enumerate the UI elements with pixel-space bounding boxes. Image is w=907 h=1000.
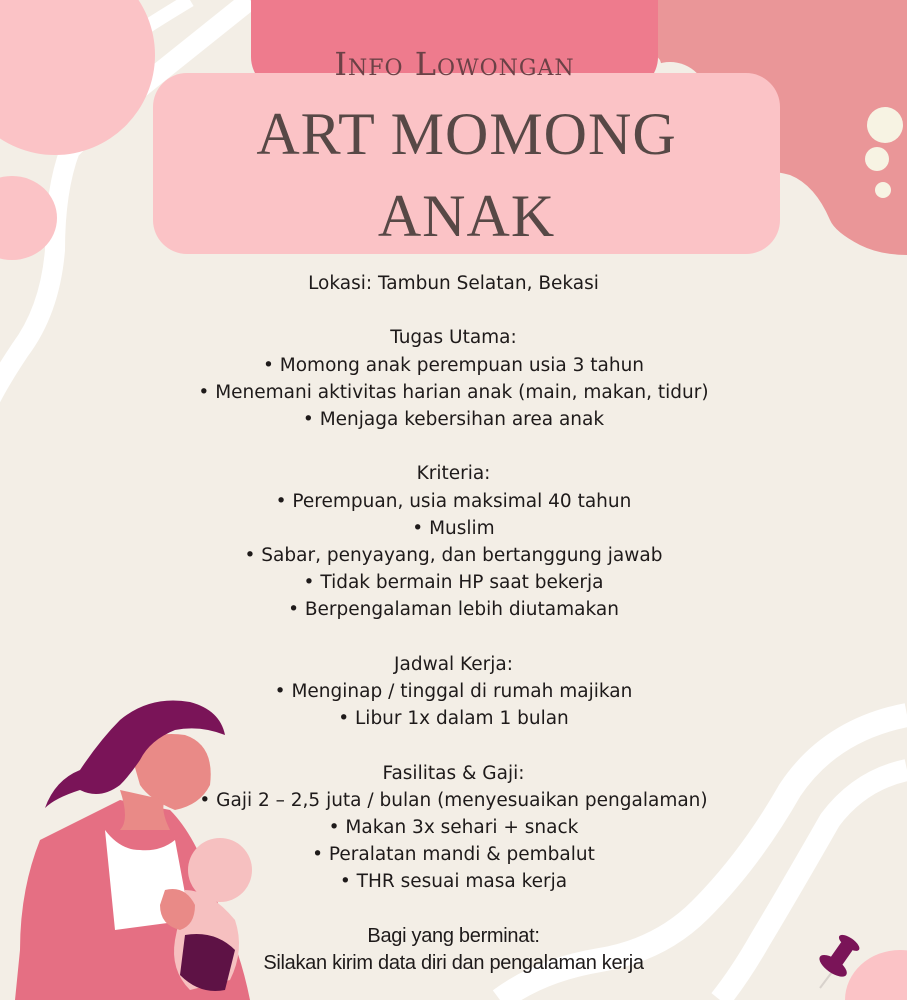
list-item: • Muslim [412, 517, 495, 539]
location-text: Lokasi: Tambun Selatan, Bekasi [308, 273, 599, 294]
list-item: • Momong anak perempuan usia 3 tahun [262, 354, 645, 376]
list-item: • Berpengalaman lebih diutamakan [288, 599, 619, 621]
list-item: • Menginap / tinggal di rumah majikan [274, 681, 633, 702]
list-item: • Menjaga kebersihan area anak [302, 409, 605, 430]
section-heading: Jadwal Kerja: [394, 653, 513, 675]
title-line-1: ART MOMONG [256, 101, 677, 167]
section-heading: Fasilitas & Gaji: [382, 762, 525, 784]
section-heading: Kriteria: [416, 463, 491, 485]
closing-heading: Bagi yang berminat: [367, 924, 540, 947]
job-details [0, 270, 907, 977]
list-item: • Tidak bermain HP saat bekerja [303, 572, 604, 594]
section-tugas-utama [0, 324, 907, 433]
list-item: • Libur 1x dalam 1 bulan [338, 708, 569, 730]
list-item: • Peralatan mandi & pembalut [312, 844, 595, 866]
title-banner [153, 73, 780, 254]
section-jadwal-kerja [0, 651, 907, 733]
closing-text: Silakan kirim data diri dan pengalaman kerja [263, 952, 644, 974]
list-item: • THR sesuai masa kerja [339, 871, 568, 893]
pushpin-icon [810, 928, 870, 993]
title-line-2: ANAK [377, 183, 556, 249]
list-item: • Sabar, penyayang, dan bertanggung jawab [244, 545, 663, 566]
list-item: • Gaji 2 – 2,5 juta / bulan (menyesuaikan pengalaman) [199, 789, 708, 811]
subtitle-banner [251, 0, 658, 91]
subtitle-text: Info Lowongan [334, 45, 575, 83]
section-kriteria [0, 460, 907, 623]
closing-section [0, 923, 907, 977]
page-title [153, 93, 780, 257]
section-fasilitas-gaji [0, 760, 907, 896]
section-heading: Tugas Utama: [390, 327, 517, 349]
list-item: • Perempuan, usia maksimal 40 tahun [275, 490, 632, 512]
list-item: • Menemani aktivitas harian anak (main, makan, tidur) [198, 381, 709, 403]
list-item: • Makan 3x sehari + snack [328, 817, 579, 838]
